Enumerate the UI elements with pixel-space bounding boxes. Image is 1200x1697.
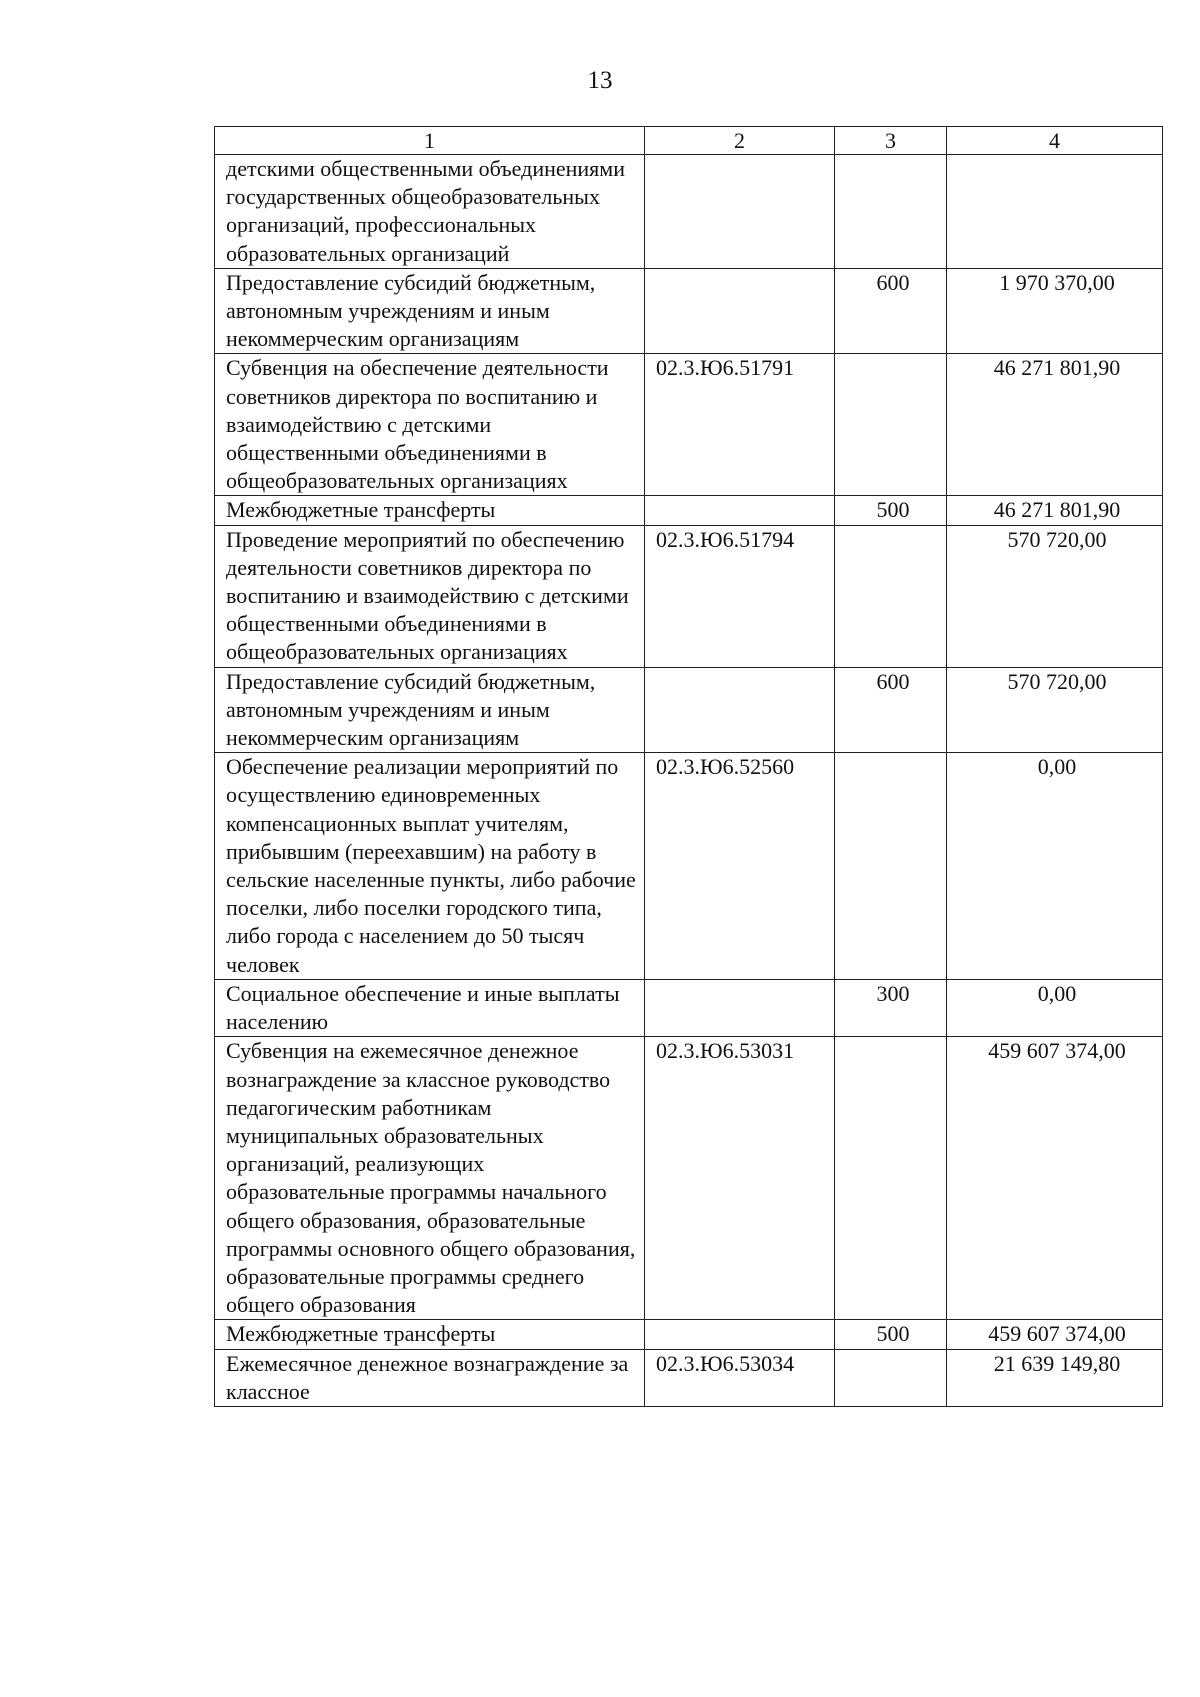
item-name-cell: Проведение мероприятий по обеспечению деятельности советников директора по воспитанию и взаимодействию с детскими общественными объединениями в общеобразовательных организациях	[215, 525, 645, 667]
amount-cell: 46 271 801,90	[947, 354, 1163, 496]
column-header-4: 4	[947, 127, 1163, 155]
amount-cell	[947, 155, 1163, 269]
amount-cell: 459 607 374,00	[947, 1320, 1163, 1349]
item-name-cell: Социальное обеспечение и иные выплаты населению	[215, 979, 645, 1036]
budget-table	[214, 126, 1163, 1407]
item-name-cell: Субвенция на ежемесячное денежное вознаграждение за классное руководство педагогическим работникам муниципальных образовательных организаций, реализующих образовательные программы начального общего образования, образовательные программы основного общего образования, образовательные программы среднего общего образования	[215, 1037, 645, 1320]
target-code-cell	[645, 667, 835, 753]
expense-type-cell	[835, 525, 947, 667]
expense-type-cell: 300	[835, 979, 947, 1036]
amount-cell: 1 970 370,00	[947, 268, 1163, 354]
target-code-cell	[645, 496, 835, 525]
table-row	[215, 753, 1163, 980]
column-header-1: 1	[215, 127, 645, 155]
column-header-2: 2	[645, 127, 835, 155]
item-name-cell: Субвенция на обеспечение деятельности советников директора по воспитанию и взаимодействию с детскими общественными объединениями в общеобразовательных организациях	[215, 354, 645, 496]
target-code-cell	[645, 268, 835, 354]
item-name-cell: Межбюджетные трансферты	[215, 1320, 645, 1349]
target-code-cell: 02.3.Ю6.51791	[645, 354, 835, 496]
expense-type-cell	[835, 1349, 947, 1406]
amount-cell: 0,00	[947, 753, 1163, 980]
item-name-cell: Предоставление субсидий бюджетным, автономным учреждениям и иным некоммерческим организациям	[215, 667, 645, 753]
amount-cell: 46 271 801,90	[947, 496, 1163, 525]
expense-type-cell: 500	[835, 496, 947, 525]
page-number: 13	[587, 67, 613, 94]
table-row	[215, 525, 1163, 667]
item-name-cell: Ежемесячное денежное вознаграждение за классное	[215, 1349, 645, 1406]
item-name-cell: Предоставление субсидий бюджетным, автономным учреждениям и иным некоммерческим организациям	[215, 268, 645, 354]
expense-type-cell	[835, 1037, 947, 1320]
amount-cell: 459 607 374,00	[947, 1037, 1163, 1320]
table-row	[215, 268, 1163, 354]
item-name-cell: Межбюджетные трансферты	[215, 496, 645, 525]
expense-type-cell	[835, 354, 947, 496]
column-header-3: 3	[835, 127, 947, 155]
table-row	[215, 496, 1163, 525]
table-row	[215, 354, 1163, 496]
target-code-cell	[645, 155, 835, 269]
target-code-cell: 02.3.Ю6.52560	[645, 753, 835, 980]
table-row	[215, 667, 1163, 753]
table-body	[215, 155, 1163, 1407]
target-code-cell: 02.3.Ю6.53034	[645, 1349, 835, 1406]
target-code-cell: 02.3.Ю6.51794	[645, 525, 835, 667]
table-row	[215, 155, 1163, 269]
amount-cell: 570 720,00	[947, 667, 1163, 753]
header-row	[215, 127, 1163, 155]
expense-type-cell	[835, 753, 947, 980]
target-code-cell	[645, 1320, 835, 1349]
table-row	[215, 1037, 1163, 1320]
table-row	[215, 979, 1163, 1036]
item-name-cell: Обеспечение реализации мероприятий по осуществлению единовременных компенсационных выплат учителям, прибывшим (переехавшим) на работу в сельские населенные пункты, либо рабочие поселки, либо поселки городского типа, либо города с населением до 50 тысяч человек	[215, 753, 645, 980]
amount-cell: 21 639 149,80	[947, 1349, 1163, 1406]
table-row	[215, 1349, 1163, 1406]
target-code-cell	[645, 979, 835, 1036]
expense-type-cell: 600	[835, 268, 947, 354]
expense-type-cell	[835, 155, 947, 269]
amount-cell: 570 720,00	[947, 525, 1163, 667]
table-row	[215, 1320, 1163, 1349]
expense-type-cell: 500	[835, 1320, 947, 1349]
amount-cell: 0,00	[947, 979, 1163, 1036]
item-name-cell: детскими общественными объединениями государственных общеобразовательных организаций, профессиональных образовательных организаций	[215, 155, 645, 269]
target-code-cell: 02.3.Ю6.53031	[645, 1037, 835, 1320]
expense-type-cell: 600	[835, 667, 947, 753]
